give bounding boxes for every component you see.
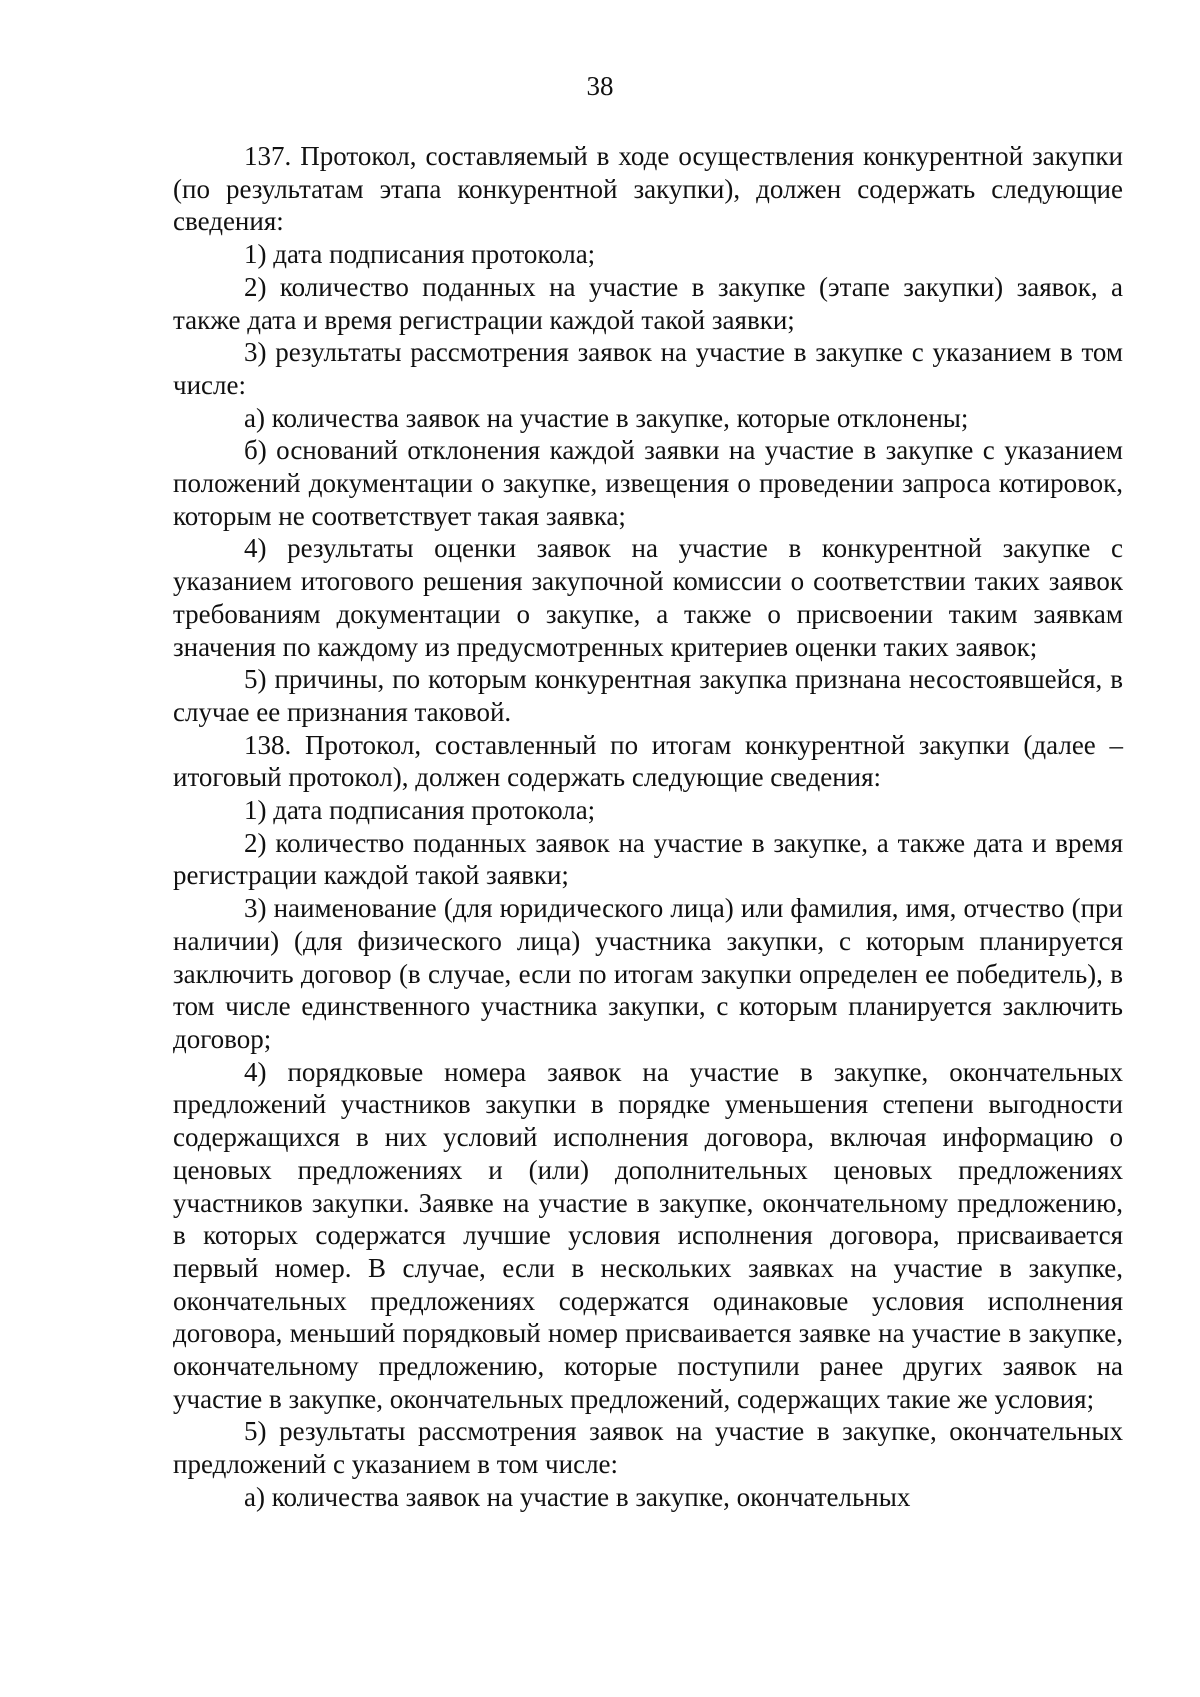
- paragraph-137-item-5: 5) причины, по которым конкурентная закупка признана несостоявшейся, в случае ее признания таковой.: [173, 664, 1123, 727]
- paragraph-138-item-4: 4) порядковые номера заявок на участие в закупке, окончательных предложений участников закупки в порядке уменьшения степени выгодности содержащихся в них условий исполнения договора, включая информацию о ценовых предложениях и (или) дополнительных ценовых предложениях участников закупки. Заявке на участие в закупке, окончательному предложению, в которых содержатся лучшие условия исполнения договора, присваивается первый номер. В случае, если в нескольких заявках на участие в закупке, окончательных предложениях содержатся одинаковые условия исполнения договора, меньший порядковый номер присваивается заявке на участие в закупке, окончательному предложению, которые поступили ранее других заявок на участие в закупке, окончательных предложений, содержащих такие же условия;: [173, 1056, 1123, 1414]
- document-body: [173, 140, 1123, 1514]
- paragraph-137-intro: 137. Протокол, составляемый в ходе осуществления конкурентной закупки (по результатам этапа конкурентной закупки), должен содержать следующие сведения:: [173, 141, 1123, 237]
- paragraph-138-item-2: 2) количество поданных заявок на участие в закупке, а также дата и время регистрации каждой такой заявки;: [173, 827, 1123, 891]
- paragraph-137-item-3b: б) оснований отклонения каждой заявки на участие в закупке с указанием положений документации о закупке, извещения о проведении запроса котировок, которым не соответствует такая заявка;: [173, 435, 1123, 531]
- paragraph-138-item-3: 3) наименование (для юридического лица) или фамилия, имя, отчество (при наличии) (для физического лица) участника закупки, с которым планируется заключить договор (в случае, если по итогам закупки определен ее победитель), в том числе единственного участника закупки, с которым планируется заключить договор;: [173, 893, 1123, 1054]
- paragraph-137-item-1: 1) дата подписания протокола;: [244, 239, 596, 270]
- paragraph-137-item-2: 2) количество поданных на участие в закупке (этапе закупки) заявок, а также дата и время регистрации каждой такой заявки;: [173, 271, 1123, 335]
- paragraph-138-item-1: 1) дата подписания протокола;: [244, 795, 596, 826]
- paragraph-137-item-3: 3) результаты рассмотрения заявок на участие в закупке с указанием в том числе:: [173, 337, 1123, 400]
- paragraph-138-item-5a: а) количества заявок на участие в закупке, окончательных: [244, 1481, 911, 1512]
- page-number: 38: [586, 71, 614, 101]
- paragraph-137-item-4: 4) результаты оценки заявок на участие в конкурентной закупке с указанием итогового решения закупочной комиссии о соответствии таких заявок требованиям документации о закупке, а также о присвоении таким заявкам значения по каждому из предусмотренных критериев оценки таких заявок;: [173, 533, 1123, 662]
- paragraph-137-item-3a: а) количества заявок на участие в закупке, которые отклонены;: [244, 402, 969, 433]
- paragraph-138-item-5: 5) результаты рассмотрения заявок на участие в закупке, окончательных предложений с указанием в том числе:: [173, 1416, 1123, 1480]
- paragraph-138-intro: 138. Протокол, составленный по итогам конкурентной закупки (далее – итоговый протокол), должен содержать следующие сведения:: [173, 729, 1123, 793]
